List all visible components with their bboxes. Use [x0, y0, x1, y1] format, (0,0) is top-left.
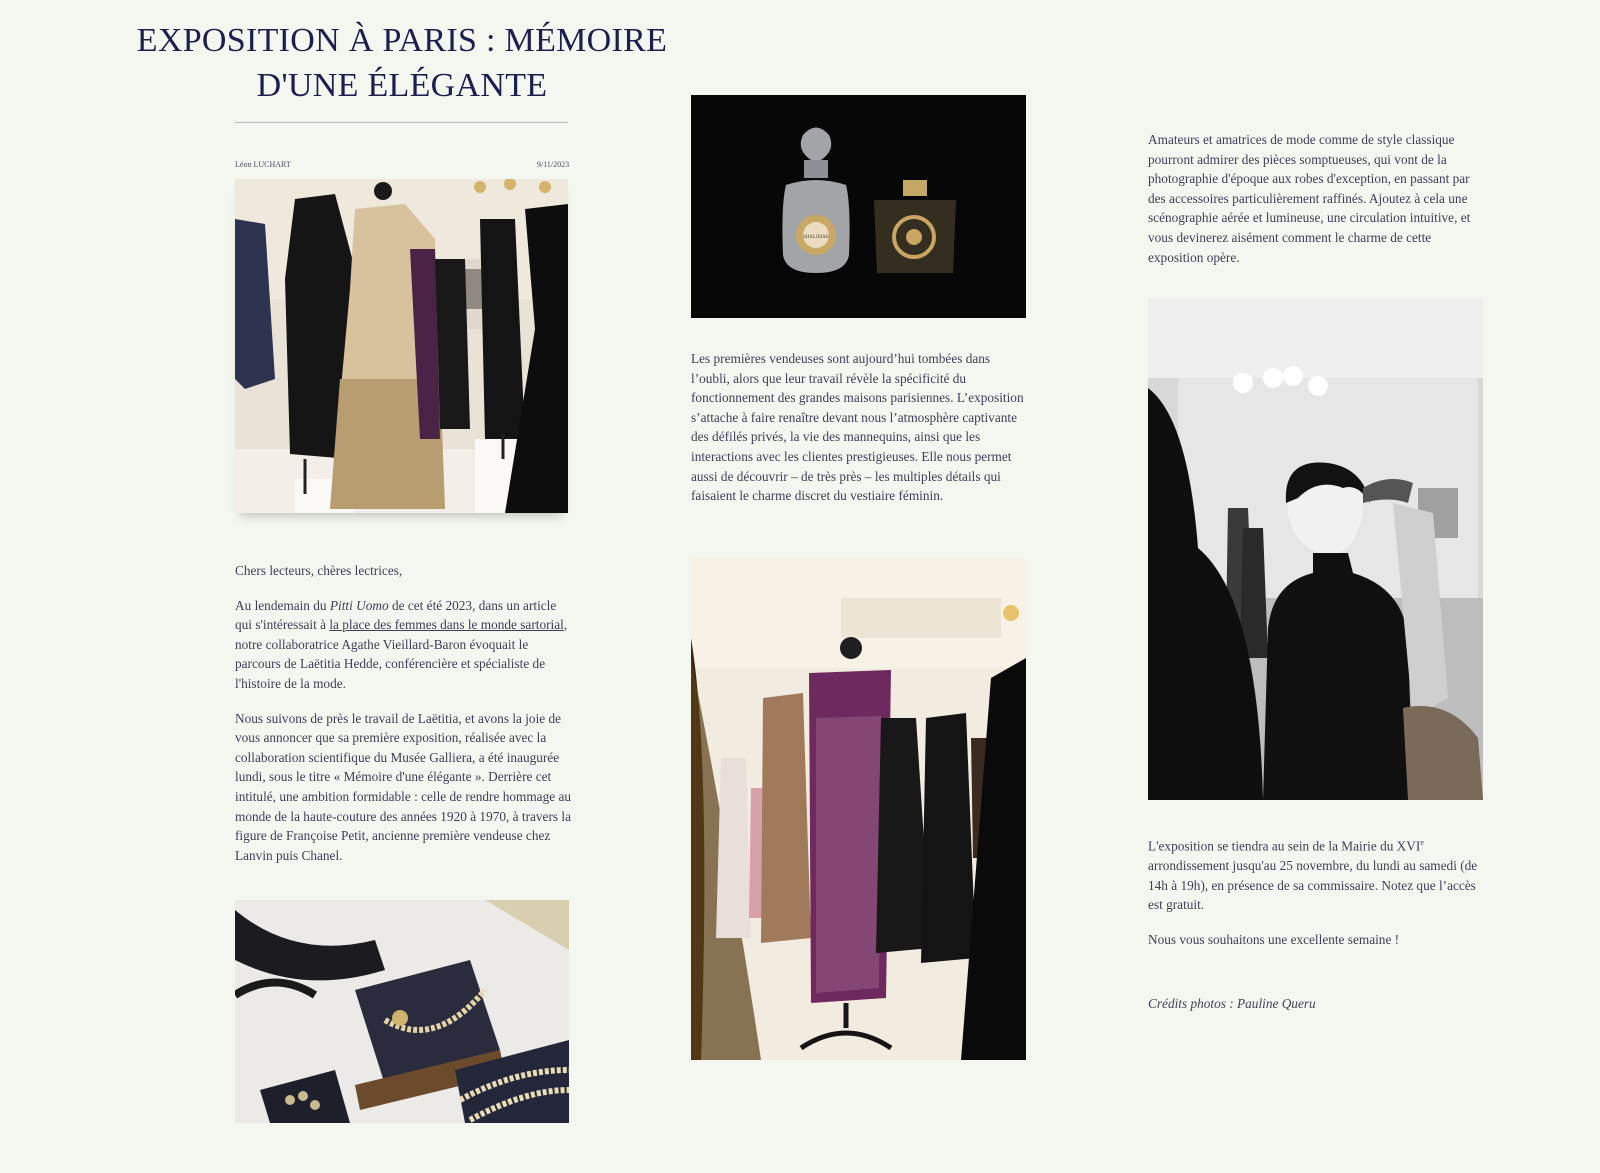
visitor-portrait-photo — [1148, 298, 1483, 800]
amateurs-paragraph: Amateurs et amatrices de mode comme de style classique pourront admirer des pièces somptueuses, qui vont de la photographie d'époque aux robes d'exception, en passant par des accessoires particulièrement raffinés. Ajoutez à cela une scénographie aérée et lumineuse, une circulation intuitive, et vous devinerez aisément comment le charme de cette exposition opère. — [1148, 132, 1471, 265]
title-divider — [235, 122, 568, 123]
article-body-col1 — [235, 561, 571, 880]
exhibition-paragraph: Nous suivons de près le travail de Laëtitia, et avons la joie de vous annoncer que sa première exposition, réalisée avec la collaboration scientifique du Musée Galliera, a été inaugurée lundi, sous le titre « Mémoire d'une élégante ». Derrière cet intitulé, une ambition formidable : celle de rendre hommage au monde de la haute-couture des années 1920 à 1970, à travers la figure de Françoise Petit, ancienne première vendeuse chez Lanvin puis Chanel. — [235, 710, 571, 863]
article-date: 9/11/2023 — [537, 160, 570, 169]
intro-text-b: de cet été 2023, dans un article qui s'intéressait à — [235, 597, 557, 633]
article-body-col3-top — [1148, 130, 1488, 282]
perfume-bottles-photo — [691, 95, 1026, 318]
article-body-col2 — [691, 349, 1031, 521]
article-author: Léon LUCHART — [235, 160, 291, 169]
closing-paragraph: Nous vous souhaitons une excellente semaine ! — [1148, 931, 1400, 947]
article-body-col3-bottom — [1148, 833, 1488, 964]
article-link[interactable]: la place des femmes dans le monde sartorial — [329, 617, 564, 633]
intro-paragraph — [235, 596, 571, 694]
perfume-label-text: SHALIMAR — [802, 235, 830, 240]
greeting-paragraph: Chers lecteurs, chères lectrices, — [235, 563, 403, 578]
intro-text-c: , notre collaboratrice Agathe Vieillard-Baron évoquait le parcours de Laëtitia Hedde, conférencière et spécialiste de l'histoire de la mode. — [235, 617, 568, 691]
venue-paragraph — [1148, 833, 1488, 915]
photo-credits: Crédits photos : Pauline Queru — [1148, 996, 1316, 1011]
article-title: EXPOSITION À PARIS : MÉMOIRE D'UNE ÉLÉGANTE — [136, 22, 668, 104]
venue-text-b: arrondissement jusqu'au 25 novembre, du lundi au samedi (de 14h à 19h), en présence de sa commissaire. Notez que l’accès est gratuit. — [1148, 858, 1478, 913]
pitti-uomo-text: Pitti Uomo — [329, 597, 389, 613]
dress-exhibit-photo — [235, 179, 568, 513]
purple-dress-photo — [691, 558, 1026, 1060]
venue-text-a: L'exposition se tiendra au sein de la Mairie du XVI — [1148, 838, 1421, 854]
intro-text-a: Au lendemain du — [235, 597, 330, 613]
vendeuses-paragraph: Les premières vendeuses sont aujourd’hui tombées dans l’oubli, alors que leur travail révèle la spécificité du fonctionnement des grandes maisons parisiennes. L’exposition s’attache à faire renaître devant nous l’atmosphère captivante des défilés privés, la vie des mannequins, ainsi que les interactions avec les clientes prestigieuses. Elle nous permet aussi de découvrir – de très près – les multiples détails qui faisaient le charme discret du vestiaire féminin. — [691, 351, 1024, 504]
venue-superscript: e — [1420, 838, 1424, 847]
jewelry-photo — [235, 900, 569, 1123]
